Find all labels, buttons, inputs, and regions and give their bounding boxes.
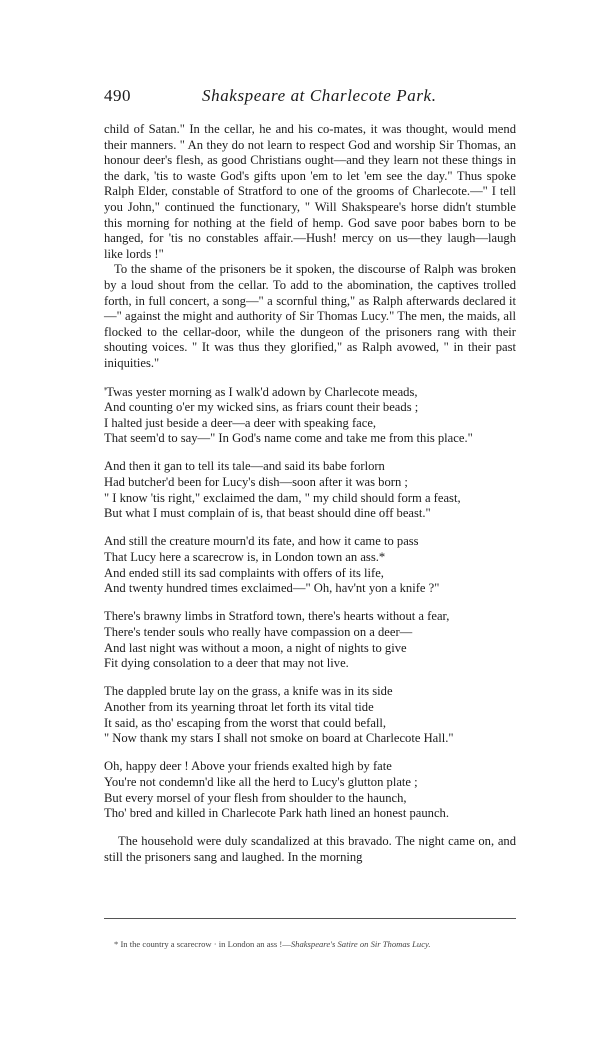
footnote-text: * In the country a scarecrow · in London an ass !— [114,939,291,949]
stanza [104,534,516,596]
verse-line: But what I must complain of is, that beast should dine off beast." [104,506,431,521]
footnote-work-title: Shakspeare's Satire on Sir Thomas Lucy. [290,939,431,949]
verse-line: " Now thank my stars I shall not smoke on board at Charlecote Hall." [104,731,454,746]
footnote-rule [104,918,516,919]
closing-paragraph: The household were duly scandalized at this bravado. The night came on, and still the prisoners sang and laughed. In the morning [104,834,516,864]
stanza [104,385,516,447]
verse-line: You're not condemn'd like all the herd to Lucy's glutton plate ; [104,774,418,789]
verse-line: And ended still its sad complaints with offers of its life, [104,565,384,580]
verse-line: I halted just beside a deer—a deer with speaking face, [104,415,377,430]
verse-line: Oh, happy deer ! Above your friends exalted high by fate [104,759,392,774]
stanza [104,459,516,521]
prose-paragraph: To the shame of the prisoners be it spoken, the discourse of Ralph was broken by a loud shout from the cellar. To add to the abomination, the captives trolled forth, in full concert, a song—" a scornful thing," as Ralph afterwards declared it—" against the might and authority of Sir Thomas Lucy." The men, the maids, all flocked to the cellar-door, while the dungeon of the prisoners rang with their shouting voices. " It was thus they glorified," as Ralph avowed, " in their past iniquities." [104,262,516,370]
page-number: 490 [104,86,131,105]
verse-line: 'Twas yester morning as I walk'd adown by Charlecote meads, [104,384,418,399]
page-header [104,86,516,108]
verse-line: Tho' bred and killed in Charlecote Park hath lined an honest paunch. [104,806,449,821]
running-title: Shakspeare at Charlecote Park. [202,86,437,105]
stanza [104,609,516,671]
stanza [104,759,516,821]
verse-line: The dappled brute lay on the grass, a knife was in its side [104,684,393,699]
verse-line: There's brawny limbs in Stratford town, there's hearts without a fear, [104,609,450,624]
verse-line: It said, as tho' escaping from the worst that could befall, [104,715,387,730]
verse-line: Fit dying consolation to a deer that may not live. [104,656,349,671]
verse-line: And twenty hundred times exclaimed—" Oh, hav'nt yon a knife ?" [104,581,440,596]
verse-line: But every morsel of your flesh from shoulder to the haunch, [104,790,407,805]
verse-line: Had butcher'd been for Lucy's dish—soon after it was born ; [104,475,408,490]
verse-line: There's tender souls who really have compassion on a deer— [104,625,413,639]
prose-paragraph: child of Satan." In the cellar, he and his co-mates, it was thought, would mend their manners. " An they do not learn to respect God and worship Sir Thomas, an honour deer's flesh, as good Christians ought—and they learn not these things in the dark, 'tis to waste God's gifts upon 'em to let 'em see the day." Thus spoke Ralph Elder, constable of Stratford to one of the grooms of Charlecote.—" I tell you John," continued the functionary, " Will Shakspeare's horse didn't stumble this morning for nothing at the field of hemp. God save poor babes born to be hanged, for 'tis no constables affair.—Hush! mercy on us—they laugh—laugh like lords !" [104,122,516,261]
stanza [104,684,516,746]
body-text [104,122,516,866]
verse-line: That seem'd to say—" In God's name come and take me from this place." [104,431,473,446]
ballad [104,385,516,822]
verse-line: That Lucy here a scarecrow is, in London town an ass.* [104,550,386,565]
verse-line: And last night was without a moon, a night of nights to give [104,640,407,655]
verse-line: Another from its yearning throat let forth its vital tide [104,699,374,714]
verse-line: And counting o'er my wicked sins, as friars count their beads ; [104,400,419,415]
verse-line: " I know 'tis right," exclaimed the dam, " my child should form a feast, [104,490,461,505]
footnote [104,938,516,950]
verse-line: And then it gan to tell its tale—and said its babe forlorn [104,459,385,474]
verse-line: And still the creature mourn'd its fate, and how it came to pass [104,534,419,549]
